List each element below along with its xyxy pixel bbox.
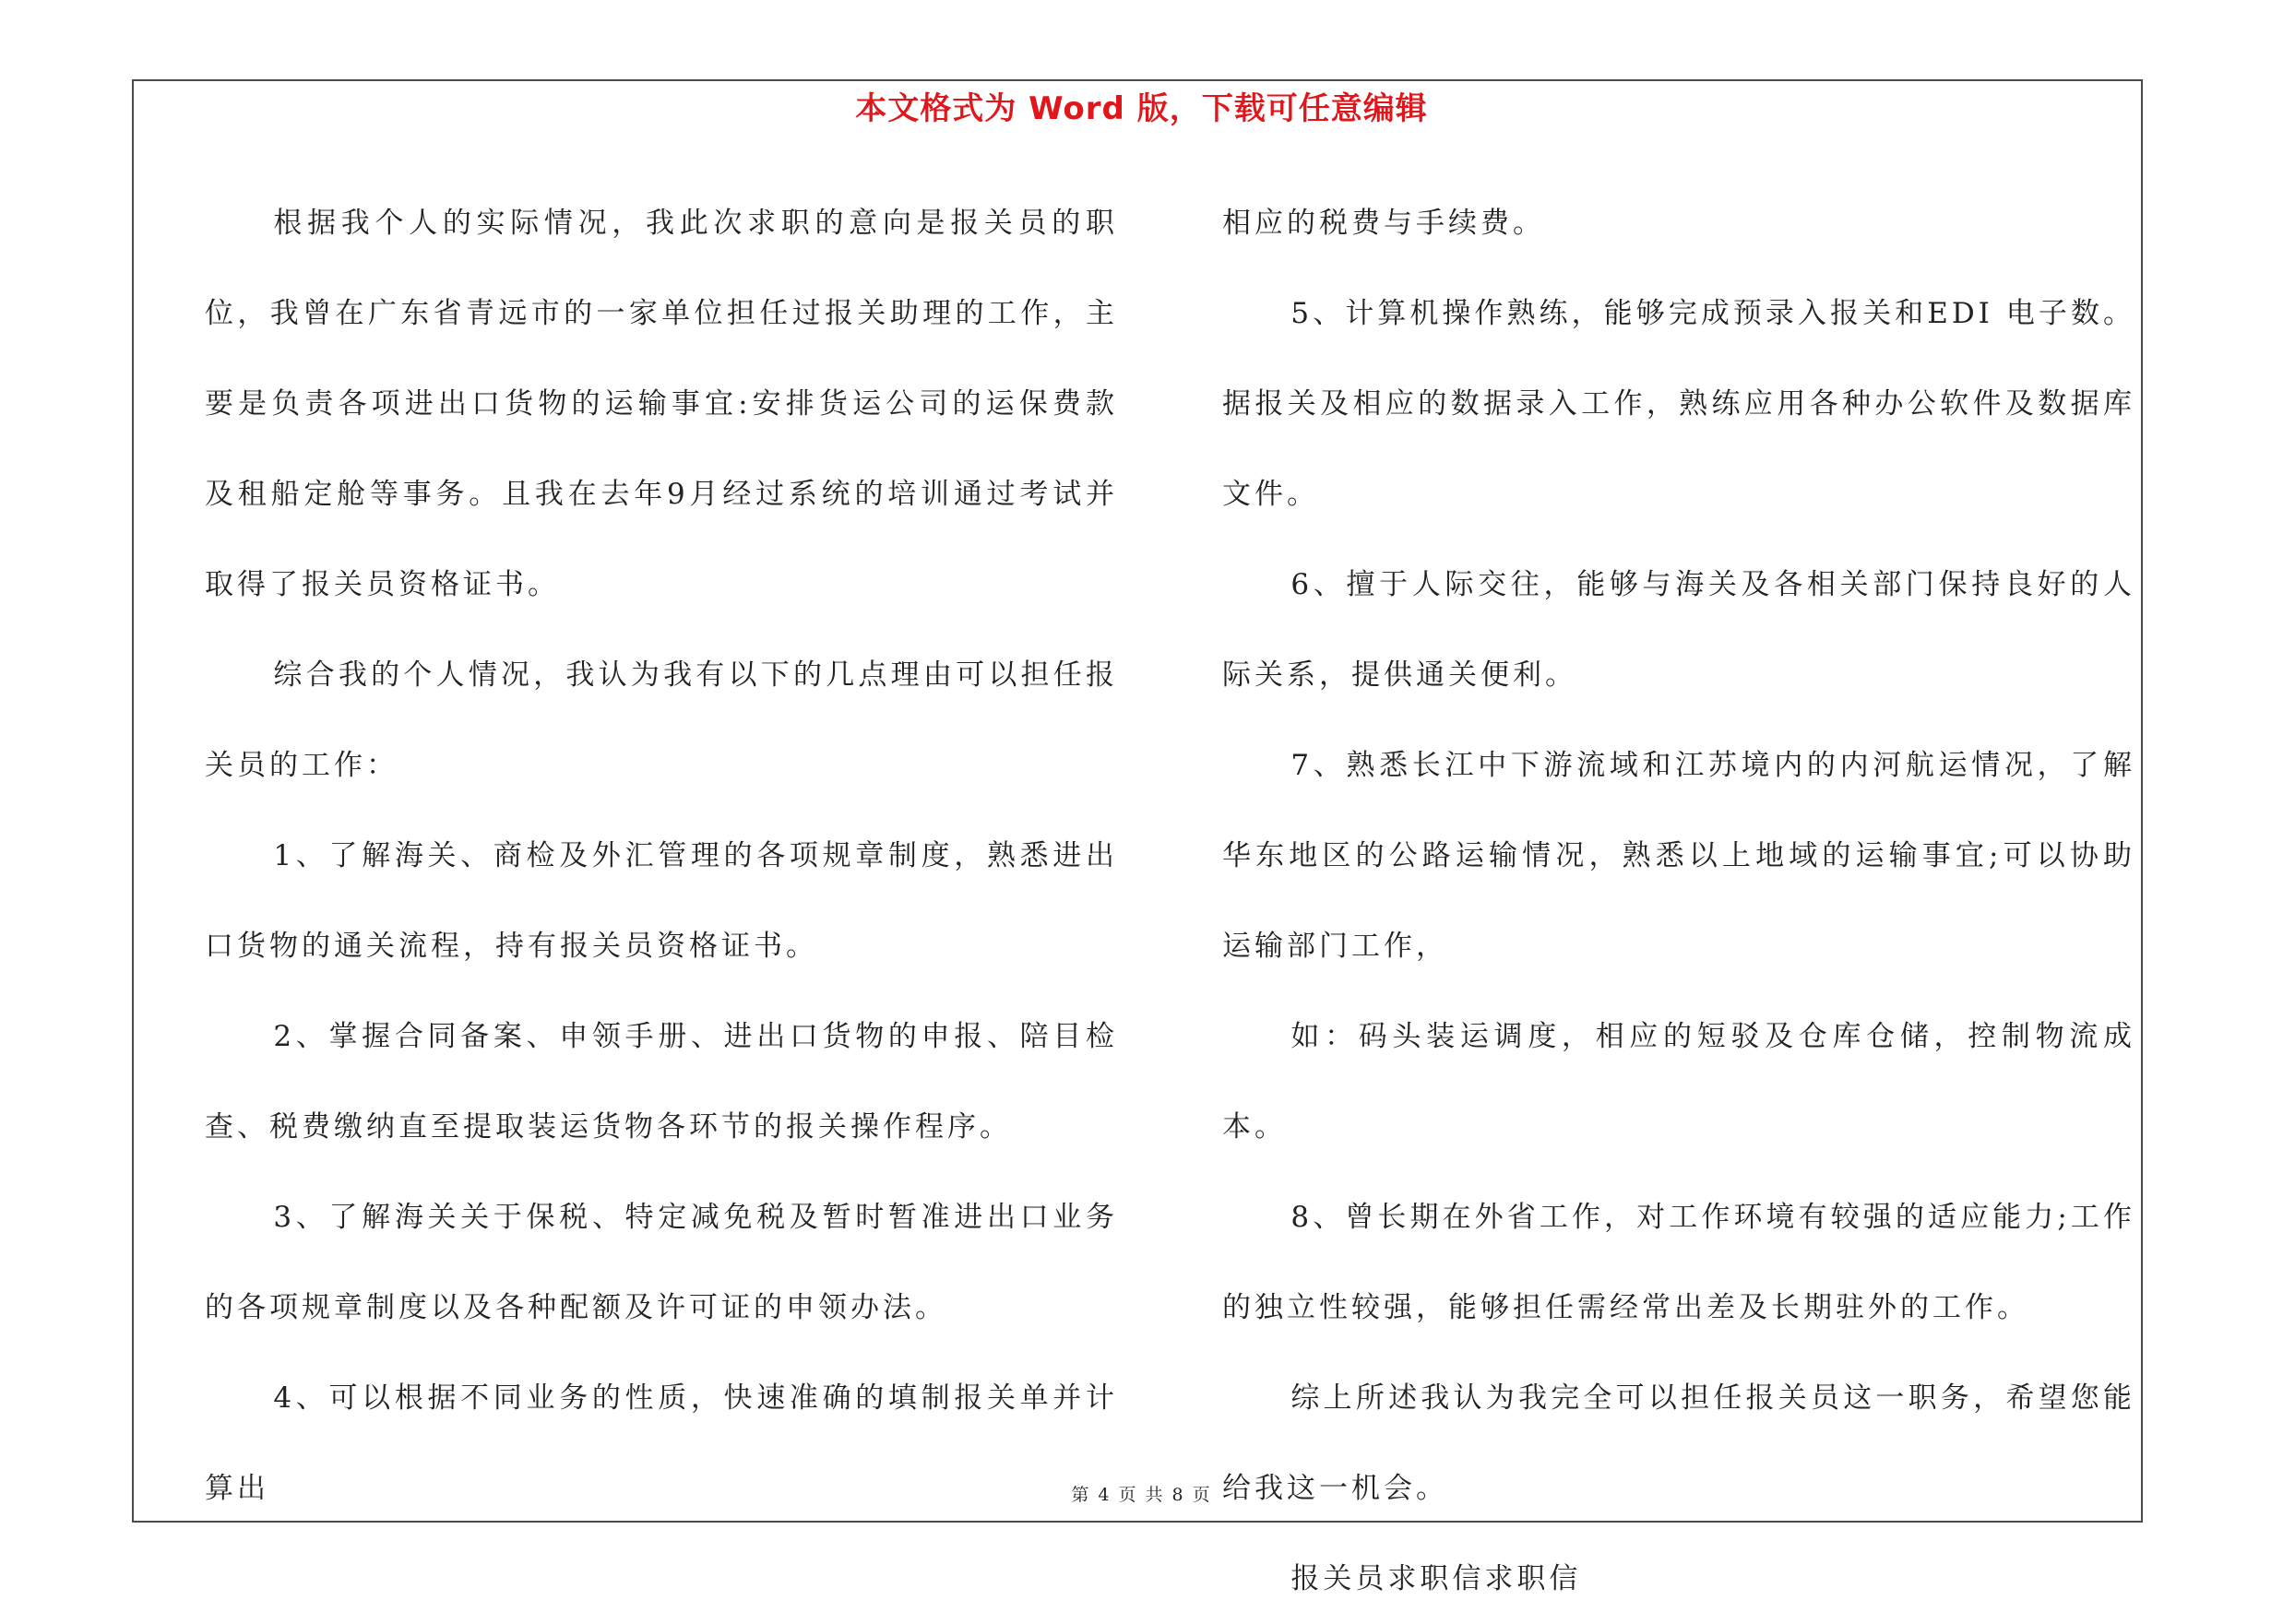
paragraph-item-3: 3、了解海关关于保税、特定减免税及暂时暂准进出口业务的各项规章制度以及各种配额及许可证的申领办法。 (205, 1201, 1118, 1324)
paragraph-item-1: 1、了解海关、商检及外汇管理的各项规章制度，熟悉进出口货物的通关流程，持有报关员资格证书。 (205, 839, 1118, 963)
paragraph-item-7: 7、熟悉长江中下游流域和江苏境内的内河航运情况，了解华东地区的公路运输情况，熟悉以上地域的运输事宜;可以协助运输部门工作， (1222, 749, 2135, 963)
paragraph-item-2: 2、掌握合同备案、申领手册、进出口货物的申报、陪目检查、税费缴纳直至提取装运货物各环节的报关操作程序。 (205, 1020, 1118, 1144)
page-number-footer: 第 4 页 共 8 页 (1071, 1485, 1212, 1505)
paragraph-closing-title: 报关员求职信求职信 (1290, 1562, 1582, 1595)
paragraph-item-4-continued: 相应的税费与手续费。 (1222, 207, 1545, 240)
paragraph-item-7-example: 如：码头装运调度，相应的短驳及仓库仓储，控制物流成本。 (1222, 1020, 2135, 1144)
right-column (1222, 178, 2135, 1624)
paragraph-item-6: 6、擅于人际交往，能够与海关及各相关部门保持良好的人际关系，提供通关便利。 (1222, 568, 2135, 692)
paragraph-summary: 综合我的个人情况，我认为我有以下的几点理由可以担任报关员的工作： (205, 658, 1118, 782)
paragraph-item-8: 8、曾长期在外省工作，对工作环境有较强的适应能力;工作的独立性较强，能够担任需经常出差及长期驻外的工作。 (1222, 1201, 2135, 1324)
paragraph-conclusion: 综上所述我认为我完全可以担任报关员这一职务，希望您能给我这一机会。 (1222, 1381, 2135, 1505)
paragraph-item-4: 4、可以根据不同业务的性质，快速准确的填制报关单并计算出 (205, 1381, 1118, 1505)
left-column (205, 178, 1118, 1534)
document-header-notice: 本文格式为 Word 版，下载可任意编辑 (855, 90, 1428, 127)
paragraph-item-5: 5、计算机操作熟练，能够完成预录入报关和EDI 电子数。据报关及相应的数据录入工作，熟练应用各种办公软件及数据库文件。 (1222, 297, 2135, 511)
paragraph-intro: 根据我个人的实际情况，我此次求职的意向是报关员的职位，我曾在广东省青远市的一家单位担任过报关助理的工作，主要是负责各项进出口货物的运输事宜:安排货运公司的运保费款及租船定舱等事务。且我在去年9月经过系统的培训通过考试并取得了报关员资格证书。 (205, 207, 1118, 601)
